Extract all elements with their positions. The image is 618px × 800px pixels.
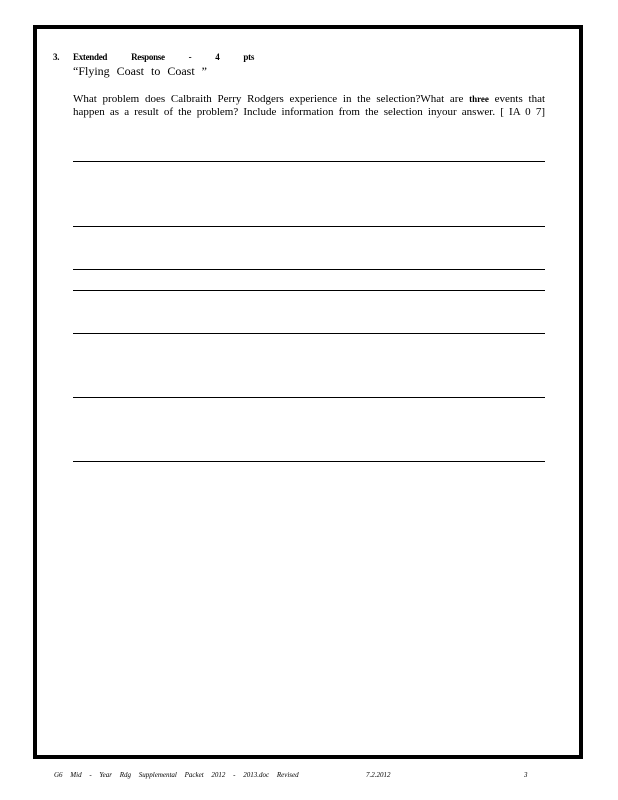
answer-line[interactable]	[73, 290, 545, 291]
prompt-text-b: events that	[494, 93, 546, 105]
question-type-points: - 4 pts	[188, 52, 255, 62]
question-prompt	[73, 93, 545, 119]
page-border	[33, 25, 583, 759]
prompt-line-1	[73, 93, 545, 106]
prompt-emphasis: three	[469, 94, 489, 104]
answer-line[interactable]	[73, 226, 545, 227]
answer-line[interactable]	[73, 161, 545, 162]
question-number: 3.	[53, 52, 60, 62]
answer-line[interactable]	[73, 397, 545, 398]
question-type-word2: Response	[131, 52, 165, 62]
selection-title: “Flying Coast to Coast ”	[73, 64, 207, 78]
prompt-line-2: happen as a result of the problem? Include information from the selection inyour answer. [ IA 0 7]	[73, 106, 545, 118]
answer-line[interactable]	[73, 461, 545, 462]
answer-line[interactable]	[73, 269, 545, 270]
question-type	[73, 52, 254, 62]
answer-line[interactable]	[73, 333, 545, 334]
footer-date: 7.2.2012	[366, 771, 391, 779]
footer-page-number: 3	[524, 771, 528, 779]
question-type-word1: Extended	[73, 52, 108, 62]
prompt-text-a: What problem does Calbraith Perry Rodgers experience in the selection?What are	[73, 93, 464, 105]
footer-document-name: G6 Mid - Year Rdg Supplemental Packet 2012 - 2013.doc Revised	[54, 771, 299, 779]
